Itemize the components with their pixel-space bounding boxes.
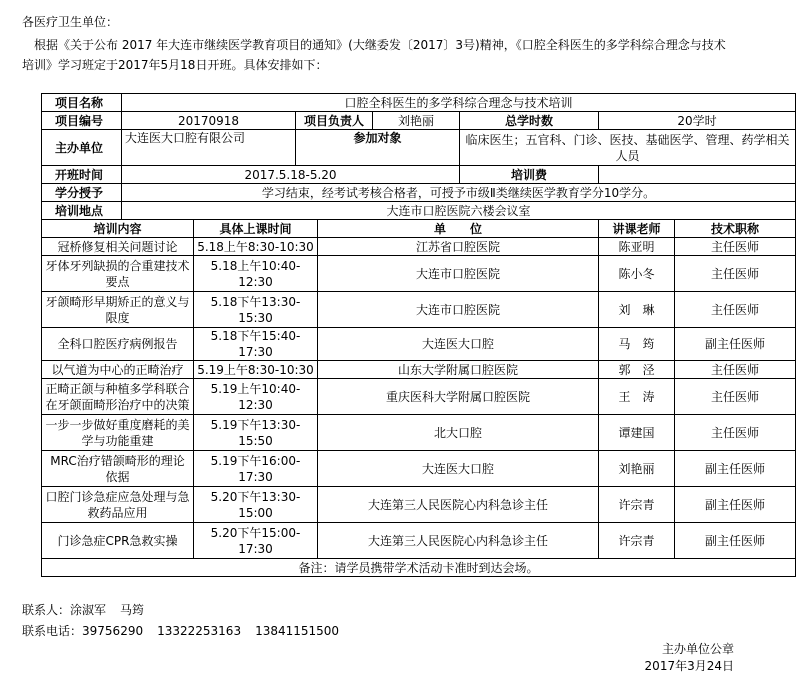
row-project-name — [42, 94, 796, 112]
period-label: 开班时间 — [42, 166, 122, 184]
table-row — [42, 328, 796, 361]
table-row — [42, 487, 796, 523]
session-unit: 大连第三人民医院心内科急诊主任 — [318, 523, 599, 559]
project-name: 口腔全科医生的多学科综合理念与技术培训 — [122, 94, 796, 112]
intro-paragraph-line-2: 培训》学习班定于2017年5月18日开班。具体安排如下： — [22, 58, 328, 72]
project-number-label: 项目编号 — [42, 112, 122, 130]
session-teacher: 马 筠 — [599, 328, 675, 361]
fee — [599, 166, 796, 184]
session-teacher: 许宗青 — [599, 487, 675, 523]
project-number: 20170918 — [122, 112, 296, 130]
session-title: 副主任医师 — [675, 328, 796, 361]
header-time: 具体上课时间 — [194, 220, 318, 238]
session-unit: 大连医大口腔 — [318, 328, 599, 361]
session-time: 5.18上午8:30-10:30 — [194, 238, 318, 256]
session-content: 门诊急症CPR急救实操 — [42, 523, 194, 559]
session-time: 5.18上午10:40-12:30 — [194, 256, 318, 292]
table-row — [42, 256, 796, 292]
contact-person-2: 马筠 — [120, 603, 145, 617]
row-host — [42, 130, 796, 166]
header-teacher: 讲课老师 — [599, 220, 675, 238]
session-teacher: 陈小冬 — [599, 256, 675, 292]
intro-paragraph-line-1: 根据《关于公布 2017 年大连市继续医学教育项目的通知》(大继委发〔2017〕3号)精神，《口腔全科医生的多学科综合理念与技术 — [34, 38, 726, 52]
session-unit: 大连医大口腔 — [318, 451, 599, 487]
session-teacher: 刘 琳 — [599, 292, 675, 328]
header-title: 技术职称 — [675, 220, 796, 238]
session-content: 口腔门诊急症应急处理与急救药品应用 — [42, 487, 194, 523]
contact-phone-label: 联系电话： — [22, 624, 83, 638]
contact-phone-2: 13322253163 — [157, 624, 242, 638]
table-row — [42, 379, 796, 415]
row-credit — [42, 184, 796, 202]
session-time: 5.18下午15:40-17:30 — [194, 328, 318, 361]
contact-person-1: 涂淑军 — [70, 603, 107, 617]
location-label: 培训地点 — [42, 202, 122, 220]
session-content: 以气道为中心的正畸治疗 — [42, 361, 194, 379]
session-content: 冠桥修复相关问题讨论 — [42, 238, 194, 256]
signature-org: 主办单位公章 — [661, 642, 734, 656]
session-unit: 大连市口腔医院 — [318, 256, 599, 292]
table-row — [42, 292, 796, 328]
session-title: 主任医师 — [675, 361, 796, 379]
schedule-table — [41, 93, 796, 577]
leader-label: 项目负责人 — [296, 112, 373, 130]
row-period — [42, 166, 796, 184]
host: 大连医大口腔有限公司 — [122, 130, 296, 166]
fee-label: 培训费 — [460, 166, 599, 184]
contact-phones — [22, 622, 339, 639]
session-teacher: 许宗青 — [599, 523, 675, 559]
session-content: MRC治疗错颌畸形的理论依据 — [42, 451, 194, 487]
session-time: 5.20下午13:30-15:00 — [194, 487, 318, 523]
contact-phone-3: 13841151500 — [255, 624, 340, 638]
header-content: 培训内容 — [42, 220, 194, 238]
table-row — [42, 451, 796, 487]
session-content: 牙颌畸形早期矫正的意义与限度 — [42, 292, 194, 328]
session-teacher: 王 涛 — [599, 379, 675, 415]
greeting: 各医疗卫生单位： — [22, 15, 119, 29]
session-content: 牙体牙列缺损的合重建技术要点 — [42, 256, 194, 292]
session-time: 5.19上午8:30-10:30 — [194, 361, 318, 379]
session-title: 副主任医师 — [675, 451, 796, 487]
session-time: 5.19下午13:30-15:50 — [194, 415, 318, 451]
table-row — [42, 361, 796, 379]
contact-phone-1: 39756290 — [82, 624, 144, 638]
session-title: 主任医师 — [675, 379, 796, 415]
session-content: 全科口腔医疗病例报告 — [42, 328, 194, 361]
signature-date: 2017年3月24日 — [644, 659, 734, 673]
session-unit: 重庆医科大学附属口腔医院 — [318, 379, 599, 415]
session-title: 副主任医师 — [675, 523, 796, 559]
table-row — [42, 523, 796, 559]
session-time: 5.20下午15:00-17:30 — [194, 523, 318, 559]
session-unit: 大连第三人民医院心内科急诊主任 — [318, 487, 599, 523]
header-unit: 单 位 — [318, 220, 599, 238]
leader: 刘艳丽 — [373, 112, 460, 130]
session-unit: 江苏省口腔医院 — [318, 238, 599, 256]
session-title: 副主任医师 — [675, 487, 796, 523]
session-title: 主任医师 — [675, 415, 796, 451]
session-teacher: 陈亚明 — [599, 238, 675, 256]
session-teacher: 刘艳丽 — [599, 451, 675, 487]
row-note — [42, 559, 796, 577]
project-name-label: 项目名称 — [42, 94, 122, 112]
audience-label: 参加对象 — [296, 130, 460, 166]
period: 2017.5.18-5.20 — [122, 166, 460, 184]
credit-label: 学分授予 — [42, 184, 122, 202]
session-unit: 北大口腔 — [318, 415, 599, 451]
session-teacher: 谭建国 — [599, 415, 675, 451]
session-unit: 大连市口腔医院 — [318, 292, 599, 328]
session-time: 5.19上午10:40-12:30 — [194, 379, 318, 415]
host-label: 主办单位 — [42, 130, 122, 166]
table-row — [42, 415, 796, 451]
session-teacher: 郭 泾 — [599, 361, 675, 379]
session-content: 正畸正颌与种植多学科联合在牙颌面畸形治疗中的决策 — [42, 379, 194, 415]
session-content: 一步一步做好重度磨耗的美学与功能重建 — [42, 415, 194, 451]
session-unit: 山东大学附属口腔医院 — [318, 361, 599, 379]
session-time: 5.19下午16:00-17:30 — [194, 451, 318, 487]
session-title: 主任医师 — [675, 292, 796, 328]
hours: 20学时 — [599, 112, 796, 130]
row-project-number — [42, 112, 796, 130]
session-time: 5.18下午13:30-15:30 — [194, 292, 318, 328]
contact-persons-label: 联系人： — [22, 603, 71, 617]
schedule-header-row — [42, 220, 796, 238]
hours-label: 总学时数 — [460, 112, 599, 130]
schedule-note: 备注：请学员携带学术活动卡准时到达会场。 — [42, 559, 796, 577]
session-title: 主任医师 — [675, 256, 796, 292]
row-location — [42, 202, 796, 220]
table-row — [42, 238, 796, 256]
session-title: 主任医师 — [675, 238, 796, 256]
credit: 学习结束，经考试考核合格者，可授予市级Ⅱ类继续医学教育学分10学分。 — [122, 184, 796, 202]
contact-persons — [22, 601, 144, 618]
location: 大连市口腔医院六楼会议室 — [122, 202, 796, 220]
audience: 临床医生；五官科、门诊、医技、基础医学、管理、药学相关人员 — [460, 130, 796, 166]
